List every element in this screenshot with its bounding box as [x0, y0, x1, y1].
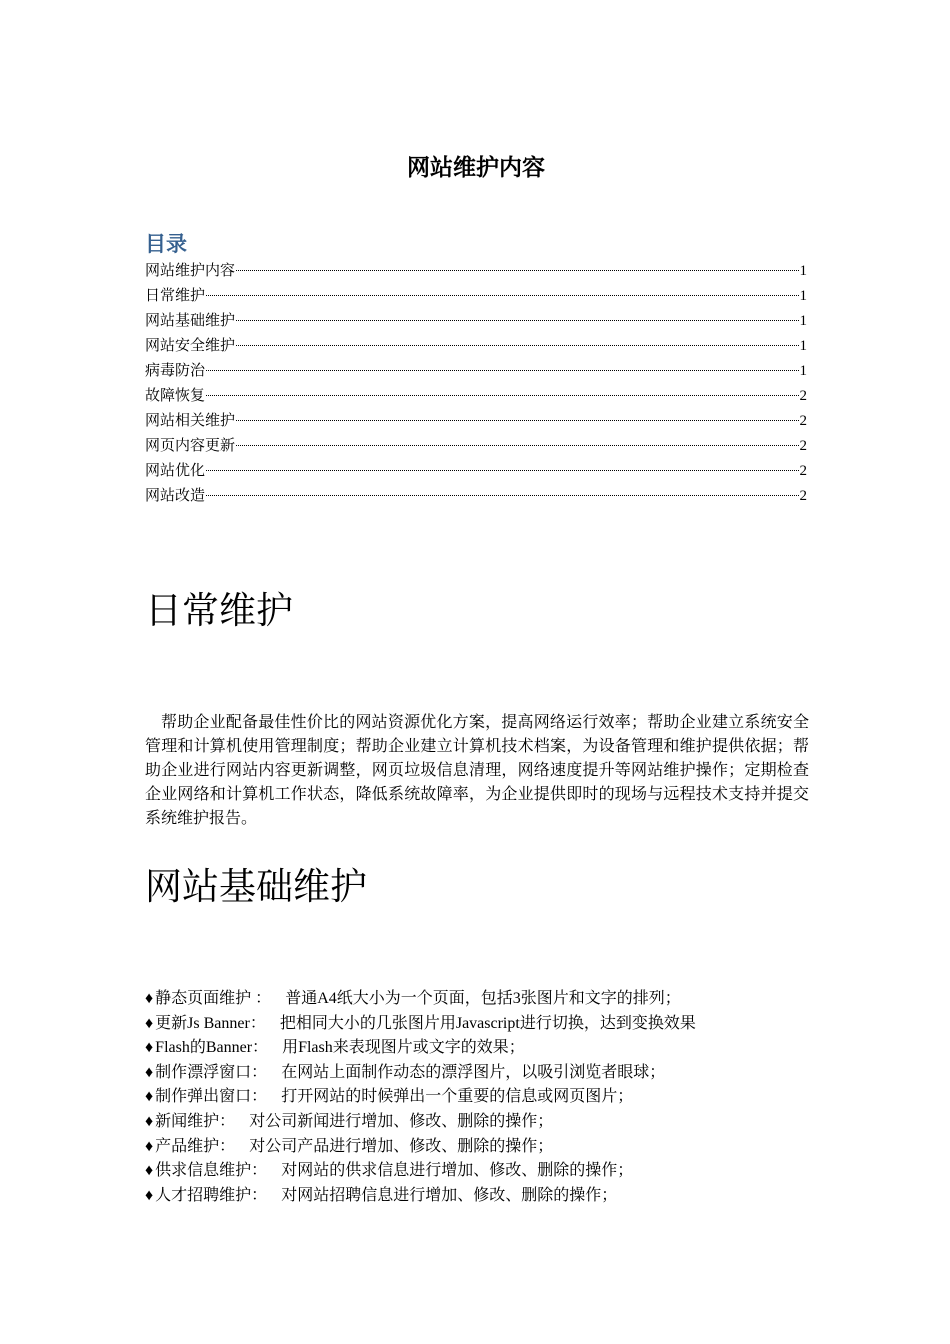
- list-item-description: 打开网站的时候弹出一个重要的信息或网页图片；: [281, 1088, 634, 1106]
- list-item: [145, 1110, 809, 1135]
- diamond-bullet-icon: ♦: [145, 990, 154, 1007]
- list-item-description: 把相同大小的几张图片用Javascript进行切换，达到变换效果: [279, 1014, 696, 1032]
- toc-entry[interactable]: [145, 459, 807, 484]
- list-item-term: 制作弹出窗口：: [155, 1088, 268, 1106]
- toc-entry-page: 2: [799, 438, 807, 454]
- list-item-term: Flash的Banner：: [155, 1039, 269, 1057]
- toc-entry-label: 病毒防治: [145, 363, 206, 379]
- section-paragraph-daily: 帮助企业配备最佳性价比的网站资源优化方案，提高网络运行效率；帮助企业建立系统安全管理和计算机使用管理制度；帮助企业建立计算机技术档案，为设备管理和维护提供依据；帮助企业进行网站内容更新调整，网页垃圾信息清理，网络速度提升等网站维护操作；定期检查企业网络和计算机工作状态，降低系统故障率，为企业提供即时的现场与远程技术支持并提交系统维护报告。: [145, 714, 809, 827]
- toc-dot-leader: [206, 295, 798, 296]
- diamond-bullet-icon: ♦: [145, 1014, 154, 1032]
- toc-entry-label: 网站相关维护: [145, 413, 236, 429]
- toc-heading: 目录: [145, 232, 187, 256]
- list-item: [145, 1061, 809, 1086]
- list-item: [145, 1159, 809, 1184]
- toc-entry[interactable]: [145, 334, 807, 359]
- toc-entry-page: 2: [799, 488, 807, 504]
- toc-dot-leader: [236, 320, 798, 321]
- list-item-term: 供求信息维护：: [155, 1162, 268, 1180]
- toc-entry[interactable]: [145, 384, 807, 409]
- list-item-description: 在网站上面制作动态的漂浮图片，以吸引浏览者眼球；: [281, 1063, 666, 1081]
- document-title: 网站维护内容: [407, 155, 545, 180]
- toc-dot-leader: [206, 470, 798, 471]
- toc-entry[interactable]: [145, 359, 807, 384]
- toc-entry[interactable]: [145, 284, 807, 309]
- toc-entry[interactable]: [145, 484, 807, 509]
- list-item-description: 对网站的供求信息进行增加、修改、删除的操作；: [281, 1162, 634, 1180]
- diamond-bullet-icon: ♦: [145, 1112, 154, 1130]
- toc-entry-label: 网页内容更新: [145, 438, 236, 454]
- list-item-term: 更新Js Banner：: [155, 1014, 266, 1032]
- toc-entry-label: 故障恢复: [145, 388, 206, 404]
- toc-entry-label: 网站维护内容: [145, 263, 236, 279]
- toc-dot-leader: [206, 370, 798, 371]
- list-item-description: 用Flash来表现图片或文字的效果；: [282, 1039, 525, 1057]
- toc-dot-leader: [236, 345, 798, 346]
- section-heading-basic: 网站基础维护: [145, 865, 367, 908]
- list-item-term: 新闻维护：: [155, 1112, 236, 1130]
- toc-dot-leader: [206, 395, 798, 396]
- toc-dot-leader: [236, 270, 798, 271]
- toc-entry[interactable]: [145, 259, 807, 284]
- toc-dot-leader: [206, 495, 798, 496]
- section-heading-daily: 日常维护: [145, 589, 293, 632]
- toc-entry-page: 1: [799, 313, 807, 329]
- list-item: [145, 987, 809, 1012]
- list-item-term: 产品维护：: [155, 1137, 236, 1155]
- toc-entry-page: 1: [799, 288, 807, 304]
- list-item-term: 人才招聘维护：: [155, 1186, 268, 1204]
- list-item-description: 对公司新闻进行增加、修改、删除的操作；: [249, 1112, 554, 1130]
- diamond-bullet-icon: ♦: [145, 1039, 154, 1057]
- diamond-bullet-icon: ♦: [145, 1162, 154, 1180]
- list-item: [145, 1184, 809, 1209]
- toc-dot-leader: [236, 420, 798, 421]
- diamond-bullet-icon: ♦: [145, 1088, 154, 1106]
- list-item-term: 静态页面维护 ：: [155, 990, 272, 1007]
- toc-entry-page: 2: [799, 413, 807, 429]
- bullet-list-basic: [145, 987, 809, 1208]
- list-item-description: 普通A4纸大小为一个页面，包括3张图片和文字的排列；: [285, 990, 681, 1007]
- toc-entry-page: 2: [799, 388, 807, 404]
- diamond-bullet-icon: ♦: [145, 1137, 154, 1155]
- list-item-description: 对公司产品进行增加、修改、删除的操作；: [249, 1137, 554, 1155]
- list-item: [145, 1036, 809, 1061]
- toc-entry[interactable]: [145, 309, 807, 334]
- toc-entry-label: 网站改造: [145, 488, 206, 504]
- toc-entry-label: 网站安全维护: [145, 338, 236, 354]
- toc-entry-page: 1: [799, 363, 807, 379]
- toc-entry-page: 1: [799, 338, 807, 354]
- list-item: [145, 1135, 809, 1160]
- toc-entry[interactable]: [145, 434, 807, 459]
- diamond-bullet-icon: ♦: [145, 1186, 154, 1204]
- diamond-bullet-icon: ♦: [145, 1063, 154, 1081]
- toc-dot-leader: [236, 445, 798, 446]
- list-item-description: 对网站招聘信息进行增加、修改、删除的操作；: [281, 1186, 618, 1204]
- list-item: [145, 1085, 809, 1110]
- list-item: [145, 1012, 809, 1037]
- toc-entry-page: 2: [799, 463, 807, 479]
- list-item-term: 制作漂浮窗口：: [155, 1063, 268, 1081]
- table-of-contents: [145, 259, 807, 509]
- toc-entry-label: 日常维护: [145, 288, 206, 304]
- toc-entry[interactable]: [145, 409, 807, 434]
- toc-entry-page: 1: [799, 263, 807, 279]
- toc-entry-label: 网站基础维护: [145, 313, 236, 329]
- toc-entry-label: 网站优化: [145, 463, 206, 479]
